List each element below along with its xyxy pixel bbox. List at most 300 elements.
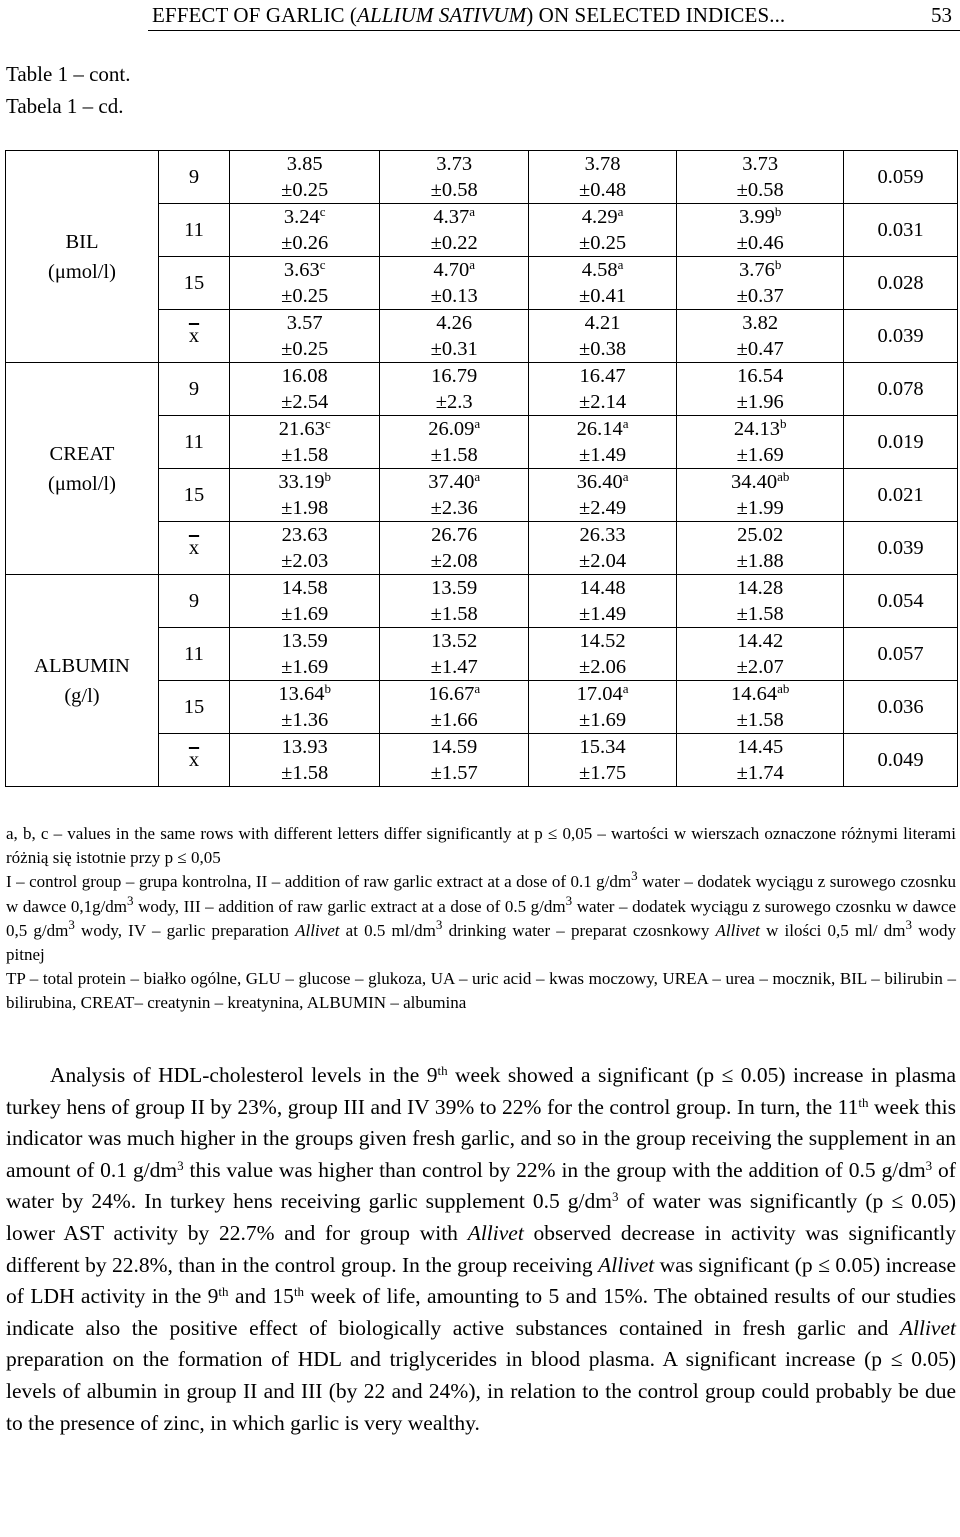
sd-value: ±2.3 — [435, 391, 473, 413]
week-label: 9 — [188, 590, 200, 612]
sd-value: ±1.58 — [430, 603, 478, 625]
text: Analysis of HDL-cholesterol levels in the 9 — [50, 1063, 438, 1087]
week-label: $\overline{x}$ — [188, 749, 200, 771]
mean-line — [529, 310, 676, 336]
mean-line — [677, 416, 843, 442]
text: week this indicator was much higher in the groups given fresh garlic, and so in the group receiving the supplement in an amount of 0.1 g/dm — [6, 1094, 956, 1182]
mean-value: 16.67 — [428, 683, 475, 705]
sup: th — [293, 1284, 305, 1300]
value-cell — [528, 628, 676, 681]
sd-value: ±0.25 — [579, 232, 627, 254]
value-cell — [528, 416, 676, 469]
mean-value: 26.09 — [428, 418, 475, 440]
sd-value: ±1.99 — [736, 497, 784, 519]
value-cell — [677, 628, 844, 681]
week-label: 9 — [188, 378, 200, 400]
mean-value: 14.28 — [737, 577, 784, 599]
sd-value: ±1.36 — [281, 709, 329, 731]
sd-value: ±2.07 — [736, 656, 784, 678]
mean-line — [230, 469, 379, 495]
note-text: drinking water – preparat czosnkowy — [442, 920, 716, 940]
mean-line — [529, 628, 676, 654]
sup: th — [858, 1094, 869, 1110]
sd-value: ±1.58 — [736, 709, 784, 731]
significance-letter: a — [617, 257, 624, 272]
note-text: wody pitnej — [6, 920, 956, 965]
mean-value: 37.40 — [428, 471, 475, 493]
results-table — [5, 150, 958, 787]
week-cell — [159, 469, 230, 522]
sd-value: ±2.49 — [579, 497, 627, 519]
mean-value: 3.73 — [436, 153, 473, 175]
value-cell — [528, 204, 676, 257]
significance-letter: a — [617, 204, 624, 219]
significance-letter: b — [779, 416, 787, 431]
mean-value: 3.85 — [286, 153, 323, 175]
sd-value: ±0.41 — [579, 285, 627, 307]
sd-value: ±2.54 — [281, 391, 329, 413]
mean-value: 3.63 — [283, 259, 320, 281]
mean-line — [529, 522, 676, 548]
significance-letter: c — [324, 416, 331, 431]
mean-value: 17.04 — [576, 683, 623, 705]
mean-value: 26.76 — [431, 524, 478, 546]
week-label: 15 — [183, 484, 205, 506]
value-cell — [380, 151, 528, 204]
week-cell — [159, 363, 230, 416]
sd-value: ±2.08 — [430, 550, 478, 572]
week-label: 9 — [188, 166, 200, 188]
p-value: 0.057 — [844, 628, 958, 681]
title-italic: ALLIUM SATIVUM — [357, 3, 527, 27]
note-sup: 3 — [127, 892, 134, 908]
week-label: 11 — [184, 431, 204, 453]
text: of water was significantly (p ≤ 0.05) lower AST activity by 22.7% and for group with — [6, 1189, 956, 1245]
mean-line — [677, 204, 843, 230]
sd-value: ±1.58 — [430, 444, 478, 466]
value-cell — [528, 469, 676, 522]
value-cell — [380, 310, 528, 363]
week-label: 15 — [183, 272, 205, 294]
mean-line — [529, 151, 676, 177]
paragraph — [6, 1060, 956, 1439]
note-text: I – control group – grupa kontrolna, II – addition of raw garlic extract at a dose of 0.1 g/dm — [6, 872, 632, 892]
value-cell — [677, 734, 844, 787]
week-cell — [159, 151, 230, 204]
mean-line — [529, 257, 676, 283]
mean-line — [230, 416, 379, 442]
value-cell — [528, 257, 676, 310]
week-label: $\overline{x}$ — [188, 537, 200, 559]
significance-letter: a — [469, 257, 475, 272]
mean-line — [677, 363, 843, 389]
sd-value: ±1.58 — [736, 603, 784, 625]
table-row — [6, 363, 958, 416]
mean-value: 14.42 — [737, 630, 784, 652]
sd-value: ±1.98 — [281, 497, 329, 519]
p-value: 0.031 — [844, 204, 958, 257]
italic: Allivet — [467, 1220, 524, 1245]
week-cell — [159, 575, 230, 628]
sd-value: ±1.58 — [281, 762, 329, 784]
sd-value: ±1.69 — [281, 603, 329, 625]
value-cell — [677, 257, 844, 310]
sd-value: ±0.22 — [430, 232, 478, 254]
sd-value: ±2.36 — [430, 497, 478, 519]
p-value: 0.039 — [844, 522, 958, 575]
sd-value: ±0.25 — [281, 338, 329, 360]
sd-value: ±0.58 — [736, 179, 784, 201]
mean-line — [677, 628, 843, 654]
significance-letter: c — [319, 257, 326, 272]
mean-value: 3.78 — [584, 153, 621, 175]
value-cell — [230, 734, 380, 787]
value-cell — [677, 310, 844, 363]
p-value: 0.019 — [844, 416, 958, 469]
significance-letter: a — [474, 469, 481, 484]
sup: 3 — [925, 1157, 933, 1173]
text: observed decrease in activity was significantly different by 22.8%, than in the control group. In the group receiving — [6, 1220, 956, 1277]
value-cell — [677, 151, 844, 204]
mean-value: 3.57 — [286, 312, 323, 334]
mean-value: 4.70 — [433, 259, 470, 281]
value-cell — [380, 522, 528, 575]
mean-line — [380, 257, 527, 283]
value-cell — [528, 734, 676, 787]
mean-value: 3.99 — [738, 206, 775, 228]
mean-value: 4.37 — [433, 206, 470, 228]
mean-line — [230, 522, 379, 548]
mean-line — [380, 575, 527, 601]
mean-line — [230, 363, 379, 389]
mean-line — [380, 416, 527, 442]
sup: 3 — [612, 1189, 619, 1205]
sd-value: ±1.69 — [736, 444, 784, 466]
significance-letter: a — [469, 204, 475, 219]
mean-value: 13.64 — [278, 683, 325, 705]
mean-value: 14.59 — [431, 736, 478, 758]
value-cell — [528, 575, 676, 628]
note-text: water – dodatek wyciągu z surowego czosnku w dawce 0,5 g/dm — [6, 896, 957, 940]
value-cell — [380, 363, 528, 416]
mean-value: 24.13 — [733, 418, 780, 440]
p-value: 0.036 — [844, 681, 958, 734]
value-cell — [677, 416, 844, 469]
mean-value: 36.40 — [576, 471, 623, 493]
value-cell — [380, 575, 528, 628]
mean-line — [677, 681, 843, 707]
value-cell — [380, 734, 528, 787]
value-cell — [230, 416, 380, 469]
mean-line — [529, 734, 676, 760]
week-cell — [159, 257, 230, 310]
value-cell — [528, 151, 676, 204]
mean-value: 14.48 — [579, 577, 626, 599]
week-label: 11 — [184, 643, 204, 665]
week-cell — [159, 734, 230, 787]
sup: th — [218, 1284, 229, 1300]
sup: 3 — [177, 1157, 184, 1173]
significance-letter: b — [324, 681, 332, 696]
mean-line — [230, 151, 379, 177]
text: this value was higher than control by 22% in the group with the addition of 0.5 g/dm — [183, 1157, 926, 1182]
value-cell — [528, 363, 676, 416]
significance-letter: a — [474, 416, 481, 431]
sd-value: ±1.47 — [430, 656, 478, 678]
mean-value: 16.79 — [431, 365, 478, 387]
week-label: 15 — [183, 696, 205, 718]
title-part: ) ON SELECTED INDICES... — [526, 3, 786, 27]
mean-line — [677, 257, 843, 283]
p-value: 0.078 — [844, 363, 958, 416]
sd-value: ±0.25 — [281, 285, 329, 307]
note-sup: 3 — [631, 868, 638, 884]
running-title — [152, 3, 785, 28]
note-text: water – dodatek wyciągu z surowego czosnku w dawce 0,1g/dm — [6, 872, 956, 916]
mean-line — [677, 310, 843, 336]
table-row — [6, 151, 958, 204]
value-cell — [380, 257, 528, 310]
mean-line — [380, 151, 527, 177]
page-number: 53 — [931, 3, 952, 27]
mean-line — [380, 628, 527, 654]
italic: Allivet — [598, 1252, 655, 1277]
sd-value: ±2.04 — [579, 550, 627, 572]
sd-value: ±1.58 — [281, 444, 329, 466]
value-cell — [380, 469, 528, 522]
mean-line — [230, 681, 379, 707]
value-cell — [230, 575, 380, 628]
text: week showed a significant (p ≤ 0.05) increase in plasma turkey hens of group II by 23%, group III and IV 39% to 22% for the control group. In turn, the 11 — [6, 1063, 956, 1119]
note-abbreviations: TP – total protein – białko ogólne, GLU – glucose – glukoza, UA – uric acid – kwas moczowy, UREA – urea – mocznik, BIL – bilirubin – bilirubina, CREAT– creatynin – kreatynina, ALBUMIN – albumina — [6, 969, 956, 1013]
sd-value: ±1.49 — [579, 444, 627, 466]
mean-value: 16.54 — [737, 365, 784, 387]
mean-value: 14.52 — [579, 630, 626, 652]
sd-value: ±0.46 — [736, 232, 784, 254]
mean-line — [380, 469, 527, 495]
week-label: $\overline{x}$ — [188, 325, 200, 347]
mean-line — [380, 522, 527, 548]
mean-value: 25.02 — [737, 524, 784, 546]
mean-value: 4.58 — [581, 259, 618, 281]
mean-value: 26.14 — [576, 418, 623, 440]
table-caption-pl: Tabela 1 – cd. — [6, 94, 124, 118]
note-text: wody, III – addition of raw garlic extract at a dose of 0.5 g/dm — [133, 896, 566, 916]
note-significance: a, b, c – values in the same rows with different letters differ significantly at p ≤ 0,05 – wartości w wierszach oznaczone różnymi literami różnią się istotnie przy p ≤ 0,05 — [6, 824, 956, 868]
p-value: 0.049 — [844, 734, 958, 787]
mean-value: 14.64 — [730, 683, 778, 705]
mean-line — [380, 310, 527, 336]
note-italic: Allivet — [715, 920, 760, 940]
value-cell — [230, 204, 380, 257]
mean-value: 13.52 — [431, 630, 478, 652]
sd-value: ±1.74 — [736, 762, 784, 784]
significance-letter: b — [324, 469, 332, 484]
mean-line — [677, 151, 843, 177]
week-cell — [159, 310, 230, 363]
value-cell — [230, 257, 380, 310]
indicator-name: CREAT (μmol/l) — [6, 363, 159, 575]
significance-letter: b — [774, 257, 782, 272]
mean-line — [677, 522, 843, 548]
italic: Allivet — [899, 1315, 956, 1340]
mean-value: 34.40 — [730, 471, 778, 493]
mean-line — [380, 204, 527, 230]
mean-value: 33.19 — [278, 471, 325, 493]
note-groups — [6, 870, 956, 967]
indicator-name: ALBUMIN (g/l) — [6, 575, 159, 787]
significance-letter: c — [319, 204, 326, 219]
mean-line — [529, 204, 676, 230]
sd-value: ±1.88 — [736, 550, 784, 572]
p-value: 0.039 — [844, 310, 958, 363]
mean-line — [677, 575, 843, 601]
text: was significant (p ≤ 0.05) increase of LDH activity in the 9 — [6, 1252, 956, 1309]
indicator-name: BIL (μmol/l) — [6, 151, 159, 363]
value-cell — [528, 522, 676, 575]
sup: th — [437, 1063, 448, 1078]
mean-line — [230, 310, 379, 336]
sd-value: ±0.37 — [736, 285, 784, 307]
note-italic: Allivet — [295, 920, 340, 940]
value-cell — [677, 575, 844, 628]
mean-value: 3.82 — [742, 312, 779, 334]
mean-value: 14.58 — [281, 577, 328, 599]
value-cell — [380, 681, 528, 734]
sd-value: ±2.03 — [281, 550, 329, 572]
mean-line — [380, 363, 527, 389]
mean-value: 16.08 — [281, 365, 328, 387]
text: week of life, amounting to 5 and 15%. The obtained results of our studies indicate also the positive effect of biologically active substances contained in fresh garlic and — [6, 1284, 956, 1340]
note-text: wody, IV – garlic preparation — [74, 920, 296, 940]
significance-letter: a — [622, 416, 629, 431]
mean-line — [380, 734, 527, 760]
sd-value: ±0.25 — [281, 179, 329, 201]
sd-value: ±0.26 — [281, 232, 329, 254]
sd-value: ±1.49 — [579, 603, 627, 625]
mean-line — [230, 257, 379, 283]
note-sup: 3 — [905, 916, 913, 932]
mean-line — [529, 681, 676, 707]
mean-value: 13.59 — [281, 630, 328, 652]
mean-line — [529, 363, 676, 389]
mean-line — [529, 469, 676, 495]
p-value: 0.054 — [844, 575, 958, 628]
mean-value: 4.29 — [581, 206, 618, 228]
sd-value: ±1.66 — [430, 709, 478, 731]
sd-value: ±1.57 — [430, 762, 478, 784]
sd-value: ±1.69 — [281, 656, 329, 678]
value-cell — [380, 416, 528, 469]
significance-letter: a — [622, 469, 629, 484]
value-cell — [380, 628, 528, 681]
mean-line — [529, 575, 676, 601]
note-sup: 3 — [435, 916, 443, 932]
sd-value: ±0.58 — [430, 179, 478, 201]
sd-value: ±0.48 — [579, 179, 627, 201]
mean-value: 26.33 — [579, 524, 626, 546]
mean-value: 4.26 — [436, 312, 473, 334]
note-sup: 3 — [68, 916, 75, 932]
note-sup: 3 — [565, 892, 573, 908]
mean-value: 3.76 — [738, 259, 775, 281]
value-cell — [230, 681, 380, 734]
week-cell — [159, 522, 230, 575]
header-rule — [148, 30, 960, 31]
title-part: EFFECT OF GARLIC ( — [152, 3, 358, 27]
significance-letter: ab — [777, 681, 790, 696]
significance-letter: ab — [777, 469, 790, 484]
week-cell — [159, 204, 230, 257]
mean-value: 23.63 — [281, 524, 328, 546]
value-cell — [677, 363, 844, 416]
significance-letter: a — [474, 681, 481, 696]
value-cell — [528, 681, 676, 734]
sd-value: ±2.14 — [579, 391, 627, 413]
mean-value: 3.24 — [283, 206, 320, 228]
mean-value: 21.63 — [278, 418, 325, 440]
mean-value: 13.59 — [431, 577, 478, 599]
value-cell — [677, 681, 844, 734]
mean-value: 4.21 — [584, 312, 621, 334]
sd-value: ±0.31 — [430, 338, 478, 360]
value-cell — [230, 628, 380, 681]
sd-value: ±2.06 — [579, 656, 627, 678]
value-cell — [677, 522, 844, 575]
running-header — [0, 0, 960, 30]
sd-value: ±1.69 — [579, 709, 627, 731]
mean-line — [230, 204, 379, 230]
p-value: 0.059 — [844, 151, 958, 204]
sd-value: ±1.75 — [579, 762, 627, 784]
week-cell — [159, 628, 230, 681]
value-cell — [230, 363, 380, 416]
mean-line — [677, 469, 843, 495]
mean-value: 13.93 — [281, 736, 328, 758]
mean-line — [230, 575, 379, 601]
value-cell — [380, 204, 528, 257]
significance-letter: a — [622, 681, 629, 696]
mean-line — [230, 734, 379, 760]
body-paragraph — [6, 1060, 956, 1439]
week-cell — [159, 416, 230, 469]
text: of water by 24%. In turkey hens receiving garlic supplement 0.5 g/dm — [6, 1157, 956, 1214]
mean-line — [677, 734, 843, 760]
text: and 15 — [228, 1284, 294, 1309]
sd-value: ±1.96 — [736, 391, 784, 413]
value-cell — [677, 204, 844, 257]
value-cell — [230, 469, 380, 522]
value-cell — [230, 310, 380, 363]
value-cell — [677, 469, 844, 522]
mean-value: 14.45 — [737, 736, 784, 758]
sd-value: ±0.47 — [736, 338, 784, 360]
note-text: w ilości 0,5 ml/ dm — [759, 920, 906, 940]
table-caption-en: Table 1 – cont. — [6, 62, 131, 86]
mean-line — [230, 628, 379, 654]
table-row — [6, 575, 958, 628]
mean-value: 3.73 — [742, 153, 779, 175]
significance-letter: b — [774, 204, 782, 219]
mean-line — [529, 416, 676, 442]
value-cell — [230, 151, 380, 204]
mean-line — [380, 681, 527, 707]
week-label: 11 — [184, 219, 204, 241]
value-cell — [230, 522, 380, 575]
week-cell — [159, 681, 230, 734]
p-value: 0.021 — [844, 469, 958, 522]
note-text: at 0.5 ml/dm — [339, 920, 436, 940]
